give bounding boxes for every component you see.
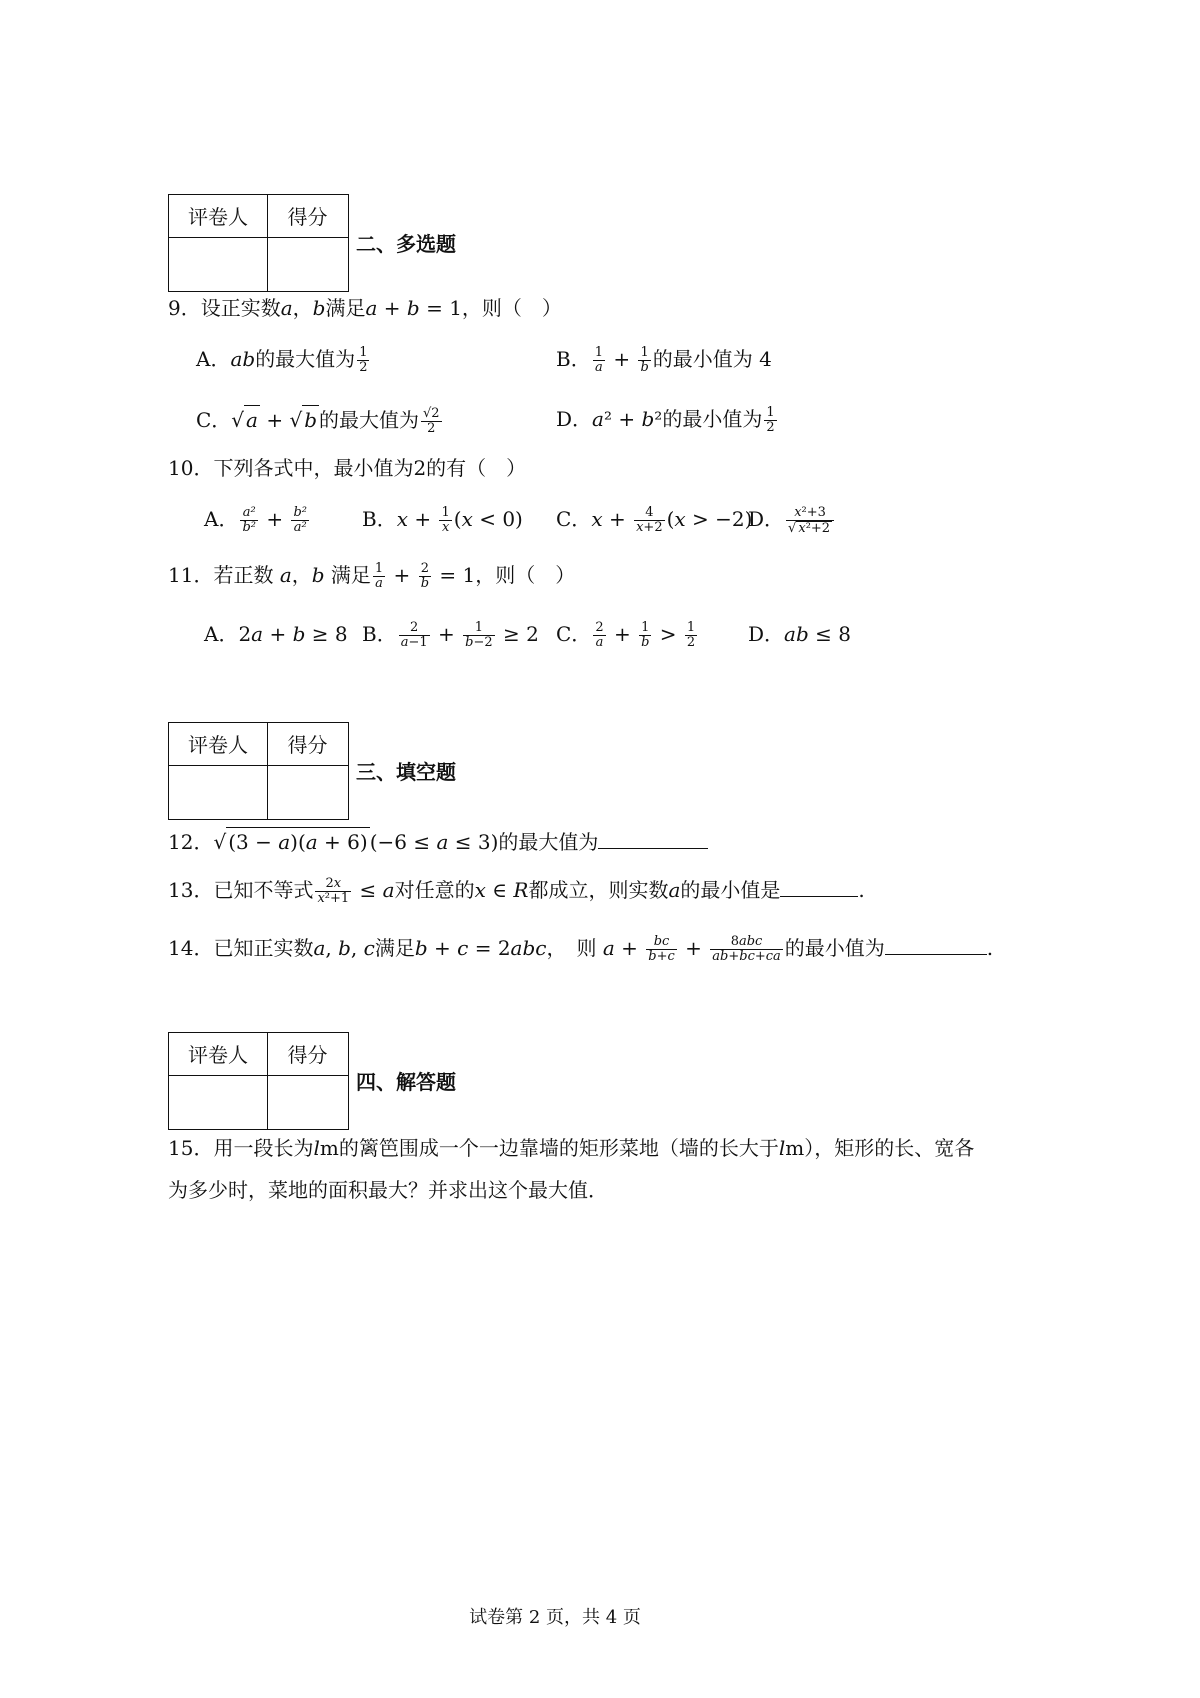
section-title-fill: 三、填空题: [356, 760, 456, 784]
grader-label: 评卷人: [188, 205, 248, 229]
q11-option-d: D．ab ≤ 8: [748, 622, 851, 646]
grader-label: 评卷人: [188, 733, 248, 757]
question-15-line1: 15．用一段长为lm的篱笆围成一个一边靠墙的矩形菜地（墙的长大于lm），矩形的长、宽各: [168, 1136, 975, 1160]
q11-option-b: B． $\frac{2}{a-1}$ + $\frac{1}{b-2}$ ≥ 2: [362, 620, 539, 650]
q11-option-c: C． $\frac{2}{a}$ + $\frac{1}{b}$ > $\frac{1}{2}$: [556, 620, 696, 650]
q10-option-d: D． $\frac{\text{x²+3}}{\text{√ x²+2}}$: [748, 505, 836, 536]
q10-option-b: B．x + $\frac{1}{x}$ (x < 0): [362, 505, 523, 535]
score-label: 得分: [287, 205, 328, 229]
score-label: 得分: [287, 1043, 328, 1067]
question-15-line2: 为多少时，菜地的面积最大？并求出这个最大值．: [168, 1178, 608, 1202]
question-11-stem: 11．若正数 a，b 满足 $\frac{1}{a}$ + $\frac{2}{b}$ = 1，则（ ）: [168, 561, 576, 591]
q10-option-c: C．x + $\frac{4}{x+2}$ (x > −2): [556, 505, 753, 535]
grader-label: 评卷人: [188, 1043, 248, 1067]
score-table-1: [168, 194, 349, 292]
answer-blank[interactable]: [598, 826, 708, 849]
score-table-2: [168, 722, 349, 820]
question-14: 14．已知正实数a, b, c满足b + c = 2abc， 则 a + $\frac{bc}{b+c}$ + $\frac{\text{8abc}}{ab+bc+ca}$ 的最小值为 .: [168, 934, 994, 964]
question-10-stem: 10．下列各式中，最小值为2的有（ ）: [168, 456, 527, 480]
answer-blank[interactable]: [885, 932, 987, 955]
question-12: 12．√ (3 − a)(a + 6) (−6 ≤ a ≤ 3)的最大值为: [168, 826, 708, 856]
answer-blank[interactable]: [780, 874, 858, 897]
q9-option-a: A．ab的最大值为 $\frac{1}{2}$: [196, 345, 368, 375]
q9-option-d: D．a² + b²的最小值为 $\frac{1}{2}$: [556, 405, 775, 435]
q9-option-b: B． $\frac{1}{a}$ + $\frac{1}{b}$ 的最小值为 4: [556, 345, 772, 375]
section-title-multi: 二、多选题: [356, 232, 456, 256]
section-title-answer: 四、解答题: [356, 1070, 456, 1094]
q9-option-c: C．√ a + √ b 的最大值为 $\frac{√2}{2}$: [196, 406, 440, 436]
score-label: 得分: [287, 733, 328, 757]
q11-option-a: A．2a + b ≥ 8: [204, 622, 348, 646]
page-footer: 试卷第 2 页，共 4 页: [469, 1607, 641, 1628]
q10-option-a: A． $\frac{\text{a²}}{\text{b²}}$ + $\frac{\text{b²}}{\text{a²}}$: [204, 505, 308, 535]
question-13: 13．已知不等式 $\frac{2x}{\text{x²+1}}$ ≤ a对任意的x ∈ R都成立，则实数a的最小值是 .: [168, 876, 865, 906]
score-table-3: [168, 1032, 349, 1130]
question-9-stem: 9．设正实数a，b满足a + b = 1，则（ ）: [168, 296, 562, 320]
